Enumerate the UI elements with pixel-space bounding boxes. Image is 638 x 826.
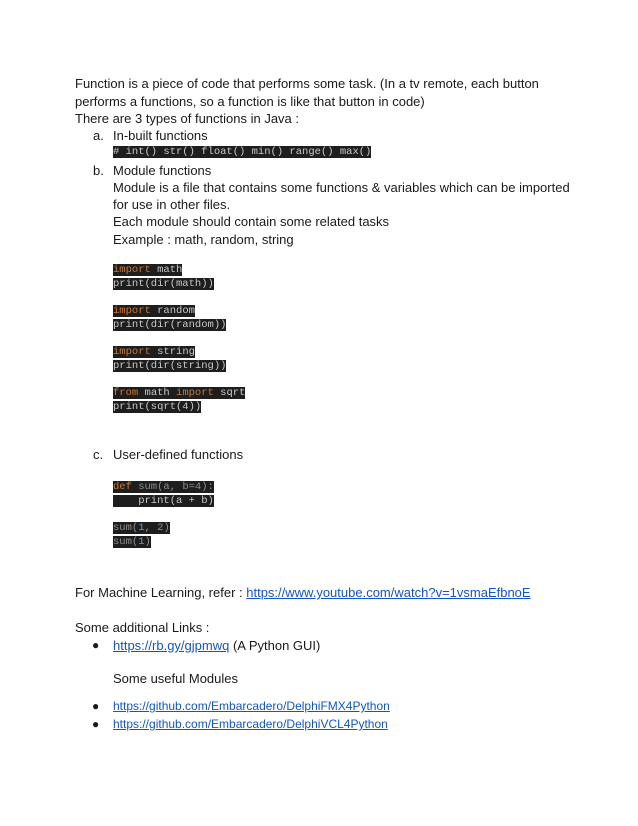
- module-desc-3: Each module should contain some related tasks: [113, 214, 390, 229]
- bullet-icon: ●: [92, 717, 100, 731]
- module-desc-1: Module is a file that contains some functions & variables which can be imported: [113, 180, 570, 195]
- code-module-name: random: [150, 305, 195, 317]
- code-module-name: math: [150, 264, 183, 276]
- bullet-icon: ●: [92, 699, 100, 713]
- code-number: 2: [157, 522, 164, 534]
- ml-line: [75, 584, 531, 601]
- code-print-line: print(dir(string)): [113, 359, 227, 372]
- rbgy-note: (A Python GUI): [229, 638, 321, 653]
- code-keyword: import: [113, 305, 151, 317]
- code-keyword: import: [176, 387, 214, 399]
- code-sep: ,: [144, 522, 158, 534]
- code-keyword: def: [113, 481, 132, 493]
- intro-line-3: There are 3 types of functions in Java :: [75, 111, 300, 126]
- section-c-marker: c.: [93, 447, 104, 462]
- code-call: sum(: [113, 535, 139, 548]
- code-def-body: print(a + b): [113, 494, 214, 507]
- ml-label: For Machine Learning, refer :: [75, 585, 247, 600]
- section-a-marker: a.: [93, 128, 104, 143]
- useful-modules-heading: Some useful Modules: [113, 671, 239, 686]
- additional-item-2: [113, 698, 390, 715]
- rbgy-link[interactable]: https://rb.gy/gjpmwq: [113, 638, 230, 653]
- module-code-group-string: [113, 346, 226, 373]
- user-code-def-block: [113, 481, 214, 508]
- additional-item-1: [113, 637, 320, 654]
- code-print-line: print(sqrt(4)): [113, 400, 202, 413]
- inbuilt-code-block: [113, 146, 371, 160]
- code-module-name: math: [138, 387, 177, 399]
- additional-heading: Some additional Links :: [75, 620, 210, 635]
- module-desc-2: for use in other files.: [113, 197, 231, 212]
- section-c-title: User-defined functions: [113, 447, 244, 462]
- code-keyword: import: [113, 264, 151, 276]
- code-number: 1: [138, 535, 145, 548]
- module-code-group-sqrt: [113, 387, 245, 414]
- user-code-calls-block: [113, 522, 170, 549]
- inbuilt-code-line: # int() str() float() min() range() max(): [113, 146, 372, 158]
- delphifmx-link[interactable]: https://github.com/Embarcadero/DelphiFMX4Python: [113, 699, 390, 713]
- code-module-name: string: [150, 346, 195, 358]
- intro-line-2: performs a functions, so a function is like that button in code): [75, 94, 425, 109]
- section-b-marker: b.: [93, 163, 104, 178]
- code-print-line: print(dir(math)): [113, 277, 214, 290]
- code-def-signature: sum(a, b=4):: [131, 481, 214, 493]
- ml-youtube-link[interactable]: https://www.youtube.com/watch?v=1vsmaEfbnoE: [246, 585, 531, 600]
- code-call-close: ): [144, 535, 151, 548]
- module-code-group-math: [113, 264, 214, 291]
- intro-line-1: Function is a piece of code that performs some task. (In a tv remote, each button: [75, 76, 539, 91]
- additional-item-3: [113, 716, 388, 733]
- module-code-group-random: [113, 305, 226, 332]
- code-call: sum(: [113, 522, 139, 534]
- section-a-title: In-built functions: [113, 128, 208, 143]
- code-keyword: from: [113, 387, 139, 399]
- code-number: 1: [138, 522, 145, 534]
- section-b-title: Module functions: [113, 163, 212, 178]
- code-keyword: import: [113, 346, 151, 358]
- code-import-name: sqrt: [213, 387, 246, 399]
- code-print-line: print(dir(random)): [113, 318, 227, 331]
- module-desc-4: Example : math, random, string: [113, 232, 294, 247]
- delphivcl-link[interactable]: https://github.com/Embarcadero/DelphiVCL4Python: [113, 717, 388, 731]
- bullet-icon: ●: [92, 638, 100, 652]
- code-call-close: ): [163, 522, 170, 534]
